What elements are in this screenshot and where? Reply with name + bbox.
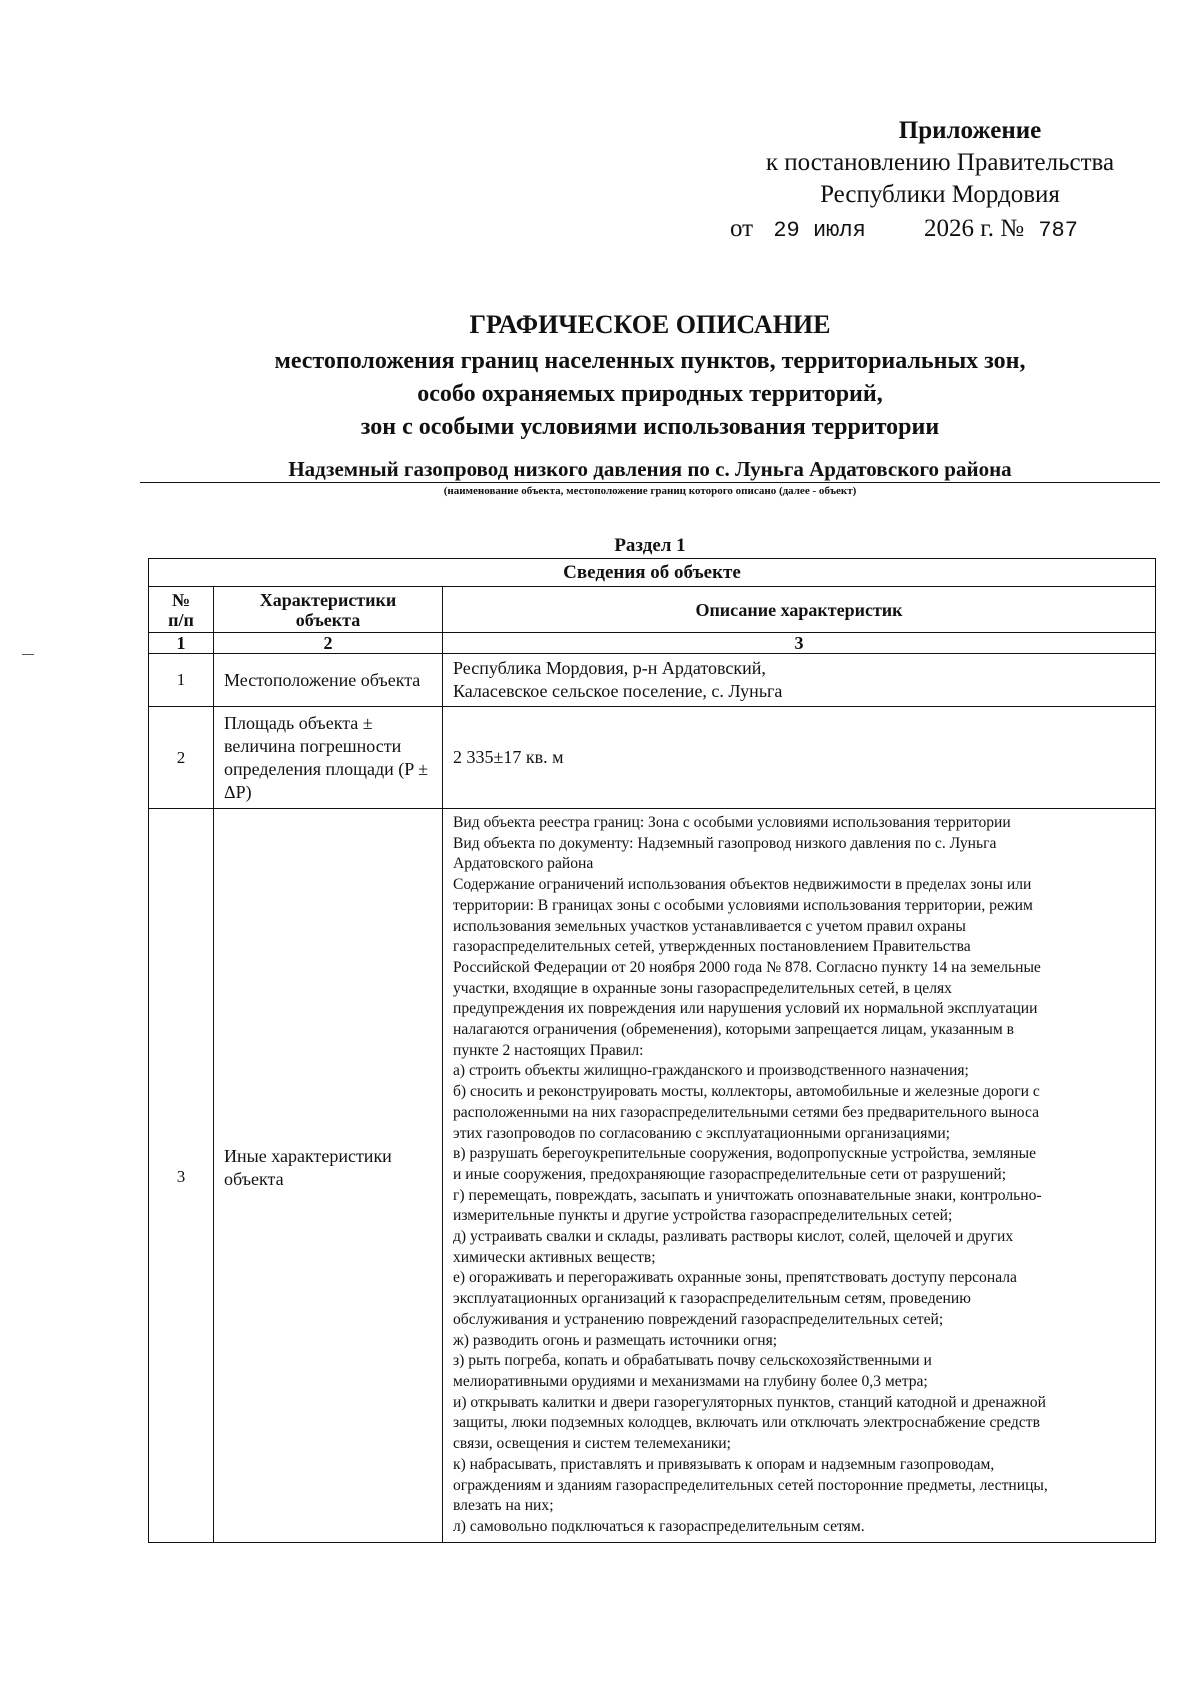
row-3-number: 3 bbox=[149, 809, 214, 1543]
appendix-title: Приложение bbox=[898, 117, 1042, 144]
row-3-desc-line: б) сносить и реконструировать мосты, коллекторы, автомобильные и железные дороги с bbox=[453, 1083, 1040, 1101]
row-3-characteristic: Иные характеристики объекта bbox=[214, 809, 443, 1543]
object-name-note: (наименование объекта, местоположение границ которого описано (далее - объект) bbox=[443, 485, 857, 497]
row-3-desc-line: ж) разводить огонь и размещать источники огня; bbox=[453, 1331, 778, 1349]
row-3-desc-line: влезать на них; bbox=[453, 1497, 554, 1515]
row-1-description bbox=[443, 654, 1156, 707]
row-3-desc-line: налагаются ограничения (обременения), которыми запрещается лицам, указанным в bbox=[453, 1021, 1014, 1039]
table-title: Сведения об объекте bbox=[149, 559, 1156, 587]
row-3-desc-line: Вид объекта реестра границ: Зона с особыми условиями использования территории bbox=[453, 814, 1011, 831]
row-3-desc-line: использования земельных участков устанавливается с учетом правил охраны bbox=[453, 917, 966, 935]
row-3-desc-line: связи, освещения и систем телемеханики; bbox=[453, 1435, 731, 1453]
row-1-characteristic: Местоположение объекта bbox=[214, 654, 443, 707]
appendix-date-line bbox=[730, 215, 1150, 243]
subtitle-line-1: местоположения границ населенных пунктов, территориальных зон, bbox=[274, 348, 1026, 374]
row-3-desc-line: к) набрасывать, приставлять и привязывать к опорам и надземным газопроводам, bbox=[453, 1455, 995, 1473]
row-3-desc-line: Содержание ограничений использования объектов недвижимости в пределах зоны или bbox=[453, 876, 1032, 894]
row-3-desc-line: территории: В границах зоны с особыми условиями использования территории, режим bbox=[453, 896, 1033, 914]
row-3-desc-line: е) огораживать и перегораживать охранные зоны, препятствовать доступу персонала bbox=[453, 1269, 1017, 1287]
row-3-desc-line: этих газопроводов по согласованию с эксплуатационными организациями; bbox=[453, 1124, 951, 1142]
object-name-underline bbox=[140, 482, 1160, 483]
row-3-desc-line: пункте 2 настоящих Правил: bbox=[453, 1041, 644, 1059]
date-day-month: 29 июля bbox=[773, 218, 866, 243]
header-num-line-2: п/п bbox=[168, 609, 194, 630]
object-name: Надземный газопровод низкого давления по с. Луньга Ардатовского района bbox=[288, 457, 1012, 481]
row-3-desc-line: ограждениям и зданиям газораспределительных сетей посторонние предметы, лестницы, bbox=[453, 1476, 1048, 1494]
appendix-line-2: Республики Мордовия bbox=[820, 181, 1060, 208]
row-3-description bbox=[443, 809, 1156, 1543]
row-2-number: 2 bbox=[149, 707, 214, 809]
row-3-desc-line: и иные сооружения, предохраняющие газораспределительные сети от разрушений; bbox=[453, 1165, 1007, 1183]
row-3-desc-line: л) самовольно подключаться к газораспределительным сетям. bbox=[453, 1517, 865, 1535]
row-3-desc-line: эксплуатационных организаций к газораспределительным сетям, проведению bbox=[453, 1290, 971, 1308]
table-header-row bbox=[149, 587, 1156, 633]
document-subtitle bbox=[140, 345, 1160, 444]
table-title-row bbox=[149, 559, 1156, 587]
header-num-line-1: № bbox=[171, 589, 191, 610]
header-char-line-2: объекта bbox=[295, 609, 361, 630]
margin-mark bbox=[22, 654, 34, 655]
column-number-2: 2 bbox=[214, 633, 443, 654]
row-3-desc-line: з) рыть погреба, копать и обрабатывать почву сельскохозяйственными и bbox=[453, 1352, 932, 1370]
document-number: 787 bbox=[1038, 218, 1078, 243]
row-3-desc-line: химически активных веществ; bbox=[453, 1248, 656, 1266]
row-3-desc-line: предупреждения их повреждения или нарушения условий их нормальной эксплуатации bbox=[453, 1000, 1038, 1018]
date-prefix: от bbox=[730, 215, 754, 242]
row-3-desc-line: а) строить объекты жилищно-гражданского и производственного назначения; bbox=[453, 1062, 969, 1080]
appendix-line-1: к постановлению Правительства bbox=[765, 149, 1115, 176]
column-number-row bbox=[149, 633, 1156, 654]
row-1-desc-line: Республика Мордовия, р-н Ардатовский, bbox=[453, 658, 766, 678]
row-3-desc-line: защиты, люки подземных колодцев, включать или отключать электроснабжение средств bbox=[453, 1414, 1040, 1432]
row-3-desc-line: участки, входящие в охранные зоны газораспределительных сетей, в целях bbox=[453, 979, 952, 997]
row-3-desc-line: расположенными на них газораспределительными сетями без предварительного выноса bbox=[453, 1103, 1040, 1121]
header-characteristics bbox=[214, 587, 443, 633]
row-3-desc-line: обслуживания и устранению повреждений газораспределительных сетей; bbox=[453, 1310, 944, 1328]
row-3-desc-line: и) открывать калитки и двери газорегуляторных пунктов, станций катодной и дренажной bbox=[453, 1393, 1046, 1411]
object-info-table bbox=[148, 558, 1156, 1543]
table-row bbox=[149, 654, 1156, 707]
row-3-desc-line: Ардатовского района bbox=[453, 855, 594, 873]
header-char-line-1: Характеристики bbox=[259, 589, 397, 610]
row-3-desc-line: газораспределительных сетей, утвержденных постановлением Правительства bbox=[453, 938, 971, 956]
row-3-desc-line: Вид объекта по документу: Надземный газопровод низкого давления по с. Луньга bbox=[453, 834, 997, 852]
row-3-desc-line: мелиоративными орудиями и механизмами на глубину более 0,3 метра; bbox=[453, 1372, 928, 1390]
row-3-desc-line: г) перемещать, повреждать, засыпать и уничтожать опознавательные знаки, контрольно- bbox=[453, 1186, 1042, 1204]
header-num bbox=[149, 587, 214, 633]
row-2-description: 2 335±17 кв. м bbox=[443, 707, 1156, 809]
row-2-characteristic: Площадь объекта ± величина погрешности определения площади (P ± ΔP) bbox=[214, 707, 443, 809]
row-3-desc-line: измерительные пункты и другие устройства газораспределительных сетей; bbox=[453, 1207, 953, 1225]
subtitle-line-2: особо охраняемых природных территорий, bbox=[417, 381, 883, 407]
row-3-desc-line: в) разрушать берегоукрепительные сооружения, водопропускные устройства, земляные bbox=[453, 1145, 1037, 1163]
row-1-desc-line: Каласевское сельское поселение, с. Луньга bbox=[453, 681, 783, 701]
subtitle-line-3: зон с особыми условиями использования территории bbox=[360, 414, 940, 440]
document-title: ГРАФИЧЕСКОЕ ОПИСАНИЕ bbox=[469, 310, 831, 339]
column-number-3: 3 bbox=[443, 633, 1156, 654]
appendix-block bbox=[730, 115, 1150, 243]
row-1-number: 1 bbox=[149, 654, 214, 707]
table-row bbox=[149, 707, 1156, 809]
row-3-desc-line: Российской Федерации от 20 ноября 2000 года № 878. Согласно пункту 14 на земельные bbox=[453, 958, 1041, 976]
header-description: Описание характеристик bbox=[443, 587, 1156, 633]
column-number-1: 1 bbox=[149, 633, 214, 654]
row-3-desc-line: д) устраивать свалки и склады, разливать растворы кислот, солей, щелочей и других bbox=[453, 1228, 1014, 1246]
date-year: 2026 г. № bbox=[924, 215, 1025, 242]
section-title: Раздел 1 bbox=[614, 535, 686, 556]
table-row bbox=[149, 809, 1156, 1543]
